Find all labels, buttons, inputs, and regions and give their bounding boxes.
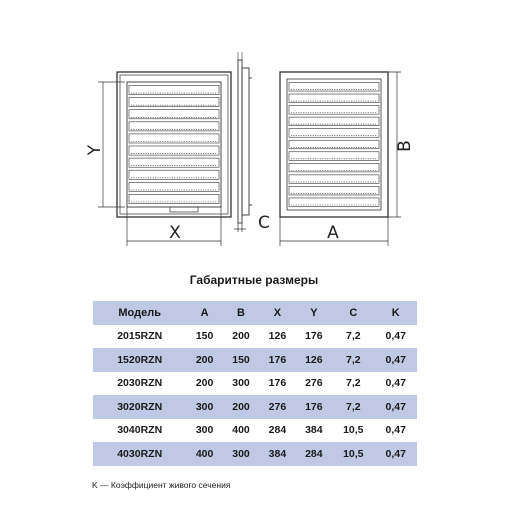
value-cell: 150	[223, 348, 259, 372]
model-cell: 1520RZN	[93, 348, 186, 372]
value-cell: 200	[223, 395, 259, 419]
dimension-x-label: X	[169, 223, 181, 243]
dimension-y-lines	[98, 82, 125, 207]
value-cell: 400	[223, 419, 259, 443]
value-cell: 300	[223, 442, 259, 466]
dimension-y-label: Y	[85, 144, 105, 156]
model-cell: 2015RZN	[93, 325, 186, 349]
model-cell: 3020RZN	[93, 395, 186, 419]
value-cell: 10,5	[332, 442, 374, 466]
table-header-cell: X	[259, 301, 295, 325]
value-cell: 276	[296, 372, 332, 396]
value-cell: 7,2	[332, 372, 374, 396]
table-header-row	[93, 301, 417, 325]
value-cell: 7,2	[332, 325, 374, 349]
value-cell: 176	[296, 325, 332, 349]
table-header-cell: A	[186, 301, 222, 325]
value-cell: 200	[186, 372, 222, 396]
value-cell: 0,47	[375, 372, 417, 396]
table-header-cell: Модель	[93, 301, 186, 325]
value-cell: 300	[186, 419, 222, 443]
value-cell: 7,2	[332, 348, 374, 372]
value-cell: 400	[186, 442, 222, 466]
table-header-cell: Y	[296, 301, 332, 325]
table-title: Габаритные размеры	[189, 273, 319, 287]
value-cell: 150	[186, 325, 222, 349]
model-cell: 2030RZN	[93, 372, 186, 396]
footnote: K — Коэффициент живого сечения	[92, 480, 231, 490]
value-cell: 384	[296, 419, 332, 443]
table-row	[93, 325, 417, 349]
table-row	[93, 372, 417, 396]
table-row	[93, 348, 417, 372]
dimension-b-label: B	[395, 140, 415, 152]
grille-rear-view	[117, 72, 231, 217]
model-cell: 4030RZN	[93, 442, 186, 466]
dimension-a-label: A	[327, 223, 339, 243]
value-cell: 0,47	[375, 348, 417, 372]
value-cell: 300	[223, 372, 259, 396]
table-row	[93, 419, 417, 443]
value-cell: 176	[259, 348, 295, 372]
table-header-cell: K	[375, 301, 417, 325]
value-cell: 0,47	[375, 395, 417, 419]
value-cell: 176	[296, 395, 332, 419]
value-cell: 126	[259, 325, 295, 349]
value-cell: 300	[186, 395, 222, 419]
value-cell: 10,5	[332, 419, 374, 443]
table-header-cell: B	[223, 301, 259, 325]
value-cell: 200	[223, 325, 259, 349]
table-header-cell: C	[332, 301, 374, 325]
value-cell: 176	[259, 372, 295, 396]
table-row	[93, 395, 417, 419]
value-cell: 0,47	[375, 442, 417, 466]
value-cell: 384	[259, 442, 295, 466]
dimension-c-label: C	[258, 213, 270, 233]
value-cell: 126	[296, 348, 332, 372]
value-cell: 0,47	[375, 419, 417, 443]
grille-side-profile	[238, 52, 252, 223]
table-row	[93, 442, 417, 466]
value-cell: 0,47	[375, 325, 417, 349]
value-cell: 200	[186, 348, 222, 372]
value-cell: 284	[259, 419, 295, 443]
dimension-c-lines	[234, 223, 246, 232]
grille-front-view	[280, 72, 388, 217]
dimensions-table	[93, 301, 417, 466]
value-cell: 284	[296, 442, 332, 466]
model-cell: 3040RZN	[93, 419, 186, 443]
value-cell: 7,2	[332, 395, 374, 419]
value-cell: 276	[259, 395, 295, 419]
